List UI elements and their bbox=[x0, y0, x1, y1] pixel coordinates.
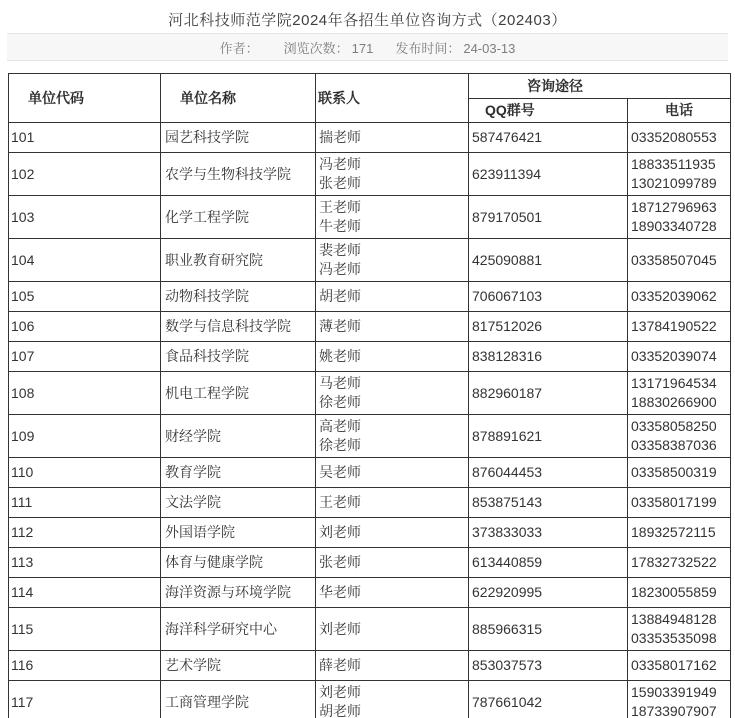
qq-group-cell bbox=[469, 651, 628, 681]
contact-cell bbox=[316, 342, 469, 372]
contact-cell-line: 牛老师 bbox=[319, 218, 361, 234]
unit-name-cell-line: 化学工程学院 bbox=[165, 208, 249, 225]
phone-cell bbox=[628, 196, 731, 239]
unit-name-cell-line: 职业教育研究院 bbox=[165, 251, 263, 268]
contact-cell bbox=[316, 196, 469, 239]
phone-cell-line: 13021099789 bbox=[631, 175, 717, 191]
unit-name-cell bbox=[161, 488, 316, 518]
table-row bbox=[9, 239, 731, 282]
contact-cell-line: 薄老师 bbox=[319, 318, 361, 334]
unit-name-cell bbox=[161, 123, 316, 153]
unit-name-cell-line: 海洋科学研究中心 bbox=[165, 620, 277, 637]
contact-cell-line: 徐老师 bbox=[319, 437, 361, 453]
header-qq-group: QQ群号 bbox=[469, 99, 628, 123]
unit-code-cell-line: 106 bbox=[11, 318, 35, 334]
unit-code-cell bbox=[9, 342, 161, 372]
table-row bbox=[9, 518, 731, 548]
phone-cell-line: 18830266900 bbox=[631, 394, 717, 410]
table-row bbox=[9, 342, 731, 372]
qq-group-cell bbox=[469, 312, 628, 342]
header-contact: 联系人 bbox=[316, 74, 469, 123]
contact-cell-line: 揣老师 bbox=[319, 129, 361, 145]
unit-name-cell bbox=[161, 681, 316, 718]
table-body bbox=[9, 123, 731, 718]
phone-cell-line: 18932572115 bbox=[631, 524, 716, 540]
unit-name-cell bbox=[161, 518, 316, 548]
phone-cell-line: 03352039062 bbox=[631, 288, 717, 304]
unit-code-cell-line: 109 bbox=[11, 427, 35, 444]
unit-name-cell bbox=[161, 651, 316, 681]
qq-group-cell-line: 838128316 bbox=[472, 348, 543, 364]
qq-group-cell bbox=[469, 153, 628, 196]
unit-code-cell-line: 102 bbox=[11, 165, 35, 182]
unit-name-cell-line: 工商管理学院 bbox=[165, 693, 249, 710]
unit-name-cell-line: 数学与信息科技学院 bbox=[165, 318, 291, 334]
meta-views bbox=[284, 38, 374, 57]
unit-code-cell bbox=[9, 578, 161, 608]
qq-group-cell bbox=[469, 458, 628, 488]
contact-cell-line: 王老师 bbox=[319, 494, 361, 510]
phone-cell-line: 03358500319 bbox=[631, 464, 717, 480]
contact-cell bbox=[316, 518, 469, 548]
meta-views-label: 浏览次数： bbox=[283, 40, 349, 56]
contact-cell-line: 华老师 bbox=[319, 584, 361, 600]
phone-cell bbox=[628, 488, 731, 518]
qq-group-cell bbox=[469, 548, 628, 578]
contact-cell-line: 冯老师 bbox=[319, 156, 361, 172]
phone-cell bbox=[628, 548, 731, 578]
phone-cell bbox=[628, 239, 731, 282]
table-row bbox=[9, 123, 731, 153]
phone-cell-line: 03352039074 bbox=[631, 348, 717, 364]
unit-code-cell bbox=[9, 518, 161, 548]
unit-name-cell-line: 海洋资源与环境学院 bbox=[165, 584, 291, 600]
contact-cell-line: 刘老师 bbox=[319, 684, 361, 700]
unit-code-cell bbox=[9, 458, 161, 488]
contact-cell bbox=[316, 651, 469, 681]
qq-group-cell-line: 587476421 bbox=[472, 129, 543, 145]
unit-name-cell bbox=[161, 312, 316, 342]
unit-name-cell bbox=[161, 458, 316, 488]
unit-code-cell bbox=[9, 488, 161, 518]
qq-group-cell bbox=[469, 372, 628, 415]
table-row bbox=[9, 608, 731, 651]
contact-table bbox=[8, 73, 731, 718]
unit-code-cell-line: 112 bbox=[11, 524, 34, 540]
contact-cell-line: 薛老师 bbox=[319, 657, 361, 673]
header-phone: 电话 bbox=[628, 99, 731, 123]
phone-cell-line: 03352080553 bbox=[631, 129, 717, 145]
unit-code-cell-line: 115 bbox=[11, 620, 34, 637]
phone-cell bbox=[628, 651, 731, 681]
unit-code-cell bbox=[9, 312, 161, 342]
phone-cell bbox=[628, 153, 731, 196]
contact-cell-line: 张老师 bbox=[319, 175, 361, 191]
unit-name-cell-line: 体育与健康学院 bbox=[165, 554, 263, 570]
table-row bbox=[9, 488, 731, 518]
phone-cell bbox=[628, 372, 731, 415]
table-row bbox=[9, 415, 731, 458]
contact-cell bbox=[316, 415, 469, 458]
meta-author bbox=[220, 38, 262, 57]
meta-bar bbox=[7, 33, 728, 61]
contact-cell-line: 高老师 bbox=[319, 418, 361, 434]
contact-cell-line: 张老师 bbox=[319, 554, 361, 570]
unit-code-cell-line: 103 bbox=[11, 208, 35, 225]
contact-cell-line: 马老师 bbox=[319, 375, 361, 391]
contact-cell-line: 刘老师 bbox=[319, 524, 361, 540]
unit-name-cell-line: 外国语学院 bbox=[165, 524, 235, 540]
phone-cell bbox=[628, 415, 731, 458]
unit-name-cell-line: 文法学院 bbox=[165, 494, 221, 510]
unit-code-cell bbox=[9, 415, 161, 458]
unit-name-cell bbox=[161, 239, 316, 282]
unit-code-cell-line: 116 bbox=[11, 657, 34, 673]
qq-group-cell-line: 885966315 bbox=[472, 620, 543, 637]
phone-cell-line: 18712796963 bbox=[631, 199, 717, 215]
unit-code-cell-line: 117 bbox=[11, 693, 34, 710]
table-row bbox=[9, 372, 731, 415]
unit-name-cell bbox=[161, 342, 316, 372]
unit-name-cell bbox=[161, 372, 316, 415]
table-row bbox=[9, 458, 731, 488]
phone-cell bbox=[628, 681, 731, 718]
phone-cell bbox=[628, 608, 731, 651]
unit-code-cell-line: 101 bbox=[11, 129, 35, 145]
phone-cell-line: 03353535098 bbox=[631, 630, 717, 646]
contact-cell-line: 胡老师 bbox=[319, 703, 361, 718]
phone-cell bbox=[628, 312, 731, 342]
contact-cell bbox=[316, 681, 469, 718]
table-row bbox=[9, 282, 731, 312]
unit-name-cell-line: 食品科技学院 bbox=[165, 348, 249, 364]
table-row bbox=[9, 196, 731, 239]
qq-group-cell bbox=[469, 518, 628, 548]
unit-name-cell bbox=[161, 578, 316, 608]
contact-cell bbox=[316, 372, 469, 415]
qq-group-cell-line: 878891621 bbox=[472, 427, 543, 444]
contact-cell-line: 姚老师 bbox=[319, 348, 361, 364]
unit-name-cell bbox=[161, 282, 316, 312]
contact-cell bbox=[316, 312, 469, 342]
unit-name-cell-line: 教育学院 bbox=[165, 464, 221, 480]
phone-cell-line: 17832732522 bbox=[631, 554, 717, 570]
phone-cell-line: 15903391949 bbox=[631, 684, 717, 700]
table-row bbox=[9, 548, 731, 578]
qq-group-cell-line: 613440859 bbox=[472, 554, 543, 570]
phone-cell bbox=[628, 342, 731, 372]
phone-cell-line: 18903340728 bbox=[631, 218, 717, 234]
header-channel: 咨询途径 bbox=[469, 74, 731, 99]
meta-author-label: 作者： bbox=[219, 40, 259, 56]
table-row bbox=[9, 681, 731, 718]
qq-group-cell-line: 853875143 bbox=[472, 494, 543, 510]
qq-group-cell bbox=[469, 196, 628, 239]
contact-cell-line: 徐老师 bbox=[319, 394, 361, 410]
qq-group-cell-line: 879170501 bbox=[472, 208, 543, 225]
qq-group-cell bbox=[469, 123, 628, 153]
phone-cell-line: 18230055859 bbox=[631, 584, 717, 600]
unit-name-cell-line: 机电工程学院 bbox=[165, 384, 249, 401]
contact-cell bbox=[316, 458, 469, 488]
unit-code-cell-line: 105 bbox=[11, 288, 35, 304]
unit-name-cell bbox=[161, 548, 316, 578]
contact-cell-line: 刘老师 bbox=[319, 620, 361, 637]
phone-cell-line: 18833511935 bbox=[631, 156, 716, 172]
unit-code-cell-line: 110 bbox=[11, 464, 34, 480]
qq-group-cell bbox=[469, 578, 628, 608]
page-title: 河北科技师范学院2024年各招生单位咨询方式（202403） bbox=[168, 12, 567, 29]
contact-cell bbox=[316, 239, 469, 282]
unit-code-cell-line: 113 bbox=[11, 554, 34, 570]
contact-cell-line: 冯老师 bbox=[319, 261, 361, 277]
header-unit-name: 单位名称 bbox=[161, 74, 316, 123]
phone-cell bbox=[628, 123, 731, 153]
qq-group-cell bbox=[469, 681, 628, 718]
unit-name-cell bbox=[161, 196, 316, 239]
contact-cell bbox=[316, 608, 469, 651]
phone-cell-line: 13884948128 bbox=[631, 611, 717, 627]
qq-group-cell bbox=[469, 415, 628, 458]
unit-name-cell bbox=[161, 153, 316, 196]
unit-name-cell-line: 财经学院 bbox=[165, 427, 221, 444]
unit-code-cell bbox=[9, 681, 161, 718]
contact-cell-line: 胡老师 bbox=[319, 288, 361, 304]
unit-code-cell bbox=[9, 153, 161, 196]
contact-cell-line: 裴老师 bbox=[319, 242, 361, 258]
unit-code-cell bbox=[9, 123, 161, 153]
unit-code-cell bbox=[9, 372, 161, 415]
phone-cell bbox=[628, 458, 731, 488]
table-header bbox=[9, 74, 731, 123]
qq-group-cell-line: 623911394 bbox=[472, 165, 542, 182]
qq-group-cell-line: 817512026 bbox=[472, 318, 543, 334]
contact-cell bbox=[316, 578, 469, 608]
table-row bbox=[9, 312, 731, 342]
unit-name-cell-line: 艺术学院 bbox=[165, 657, 221, 673]
phone-cell-line: 03358387036 bbox=[631, 437, 717, 453]
unit-code-cell bbox=[9, 239, 161, 282]
meta-date-label: 发布时间： bbox=[395, 40, 461, 56]
qq-group-cell-line: 622920995 bbox=[472, 584, 543, 600]
phone-cell-line: 03358507045 bbox=[631, 251, 717, 268]
unit-code-cell bbox=[9, 548, 161, 578]
qq-group-cell bbox=[469, 488, 628, 518]
unit-name-cell-line: 农学与生物科技学院 bbox=[165, 165, 291, 182]
qq-group-cell-line: 787661042 bbox=[472, 693, 543, 710]
qq-group-cell-line: 882960187 bbox=[472, 384, 543, 401]
phone-cell-line: 18733907907 bbox=[631, 703, 717, 718]
phone-cell bbox=[628, 578, 731, 608]
phone-cell bbox=[628, 518, 731, 548]
unit-code-cell-line: 114 bbox=[11, 584, 34, 600]
qq-group-cell bbox=[469, 282, 628, 312]
unit-code-cell-line: 108 bbox=[11, 384, 35, 401]
table-row bbox=[9, 153, 731, 196]
phone-cell-line: 03358058250 bbox=[631, 418, 717, 434]
contact-cell bbox=[316, 153, 469, 196]
qq-group-cell-line: 876044453 bbox=[472, 464, 543, 480]
meta-views-value: 171 bbox=[351, 40, 374, 56]
unit-code-cell bbox=[9, 651, 161, 681]
phone-cell-line: 13784190522 bbox=[631, 318, 717, 334]
phone-cell-line: 03358017162 bbox=[631, 657, 717, 673]
qq-group-cell-line: 425090881 bbox=[472, 251, 543, 268]
contact-cell bbox=[316, 282, 469, 312]
unit-name-cell bbox=[161, 415, 316, 458]
unit-code-cell bbox=[9, 282, 161, 312]
table-row bbox=[9, 578, 731, 608]
qq-group-cell-line: 706067103 bbox=[472, 288, 543, 304]
unit-name-cell bbox=[161, 608, 316, 651]
unit-name-cell-line: 园艺科技学院 bbox=[165, 129, 249, 145]
qq-group-cell bbox=[469, 239, 628, 282]
unit-code-cell-line: 107 bbox=[11, 348, 35, 364]
contact-cell-line: 吴老师 bbox=[319, 464, 361, 480]
qq-group-cell bbox=[469, 342, 628, 372]
unit-code-cell bbox=[9, 608, 161, 651]
meta-date-value: 24-03-13 bbox=[463, 40, 516, 56]
phone-cell bbox=[628, 282, 731, 312]
table-row bbox=[9, 651, 731, 681]
unit-code-cell-line: 111 bbox=[11, 494, 33, 510]
phone-cell-line: 13171964534 bbox=[631, 375, 717, 391]
phone-cell-line: 03358017199 bbox=[631, 494, 717, 510]
qq-group-cell-line: 853037573 bbox=[472, 657, 543, 673]
contact-cell bbox=[316, 123, 469, 153]
unit-code-cell-line: 104 bbox=[11, 251, 35, 268]
contact-cell-line: 王老师 bbox=[319, 199, 361, 215]
unit-name-cell-line: 动物科技学院 bbox=[165, 288, 249, 304]
contact-cell bbox=[316, 548, 469, 578]
qq-group-cell-line: 373833033 bbox=[472, 524, 543, 540]
qq-group-cell bbox=[469, 608, 628, 651]
header-unit-code: 单位代码 bbox=[9, 74, 161, 123]
meta-date bbox=[395, 38, 515, 57]
contact-cell bbox=[316, 488, 469, 518]
unit-code-cell bbox=[9, 196, 161, 239]
